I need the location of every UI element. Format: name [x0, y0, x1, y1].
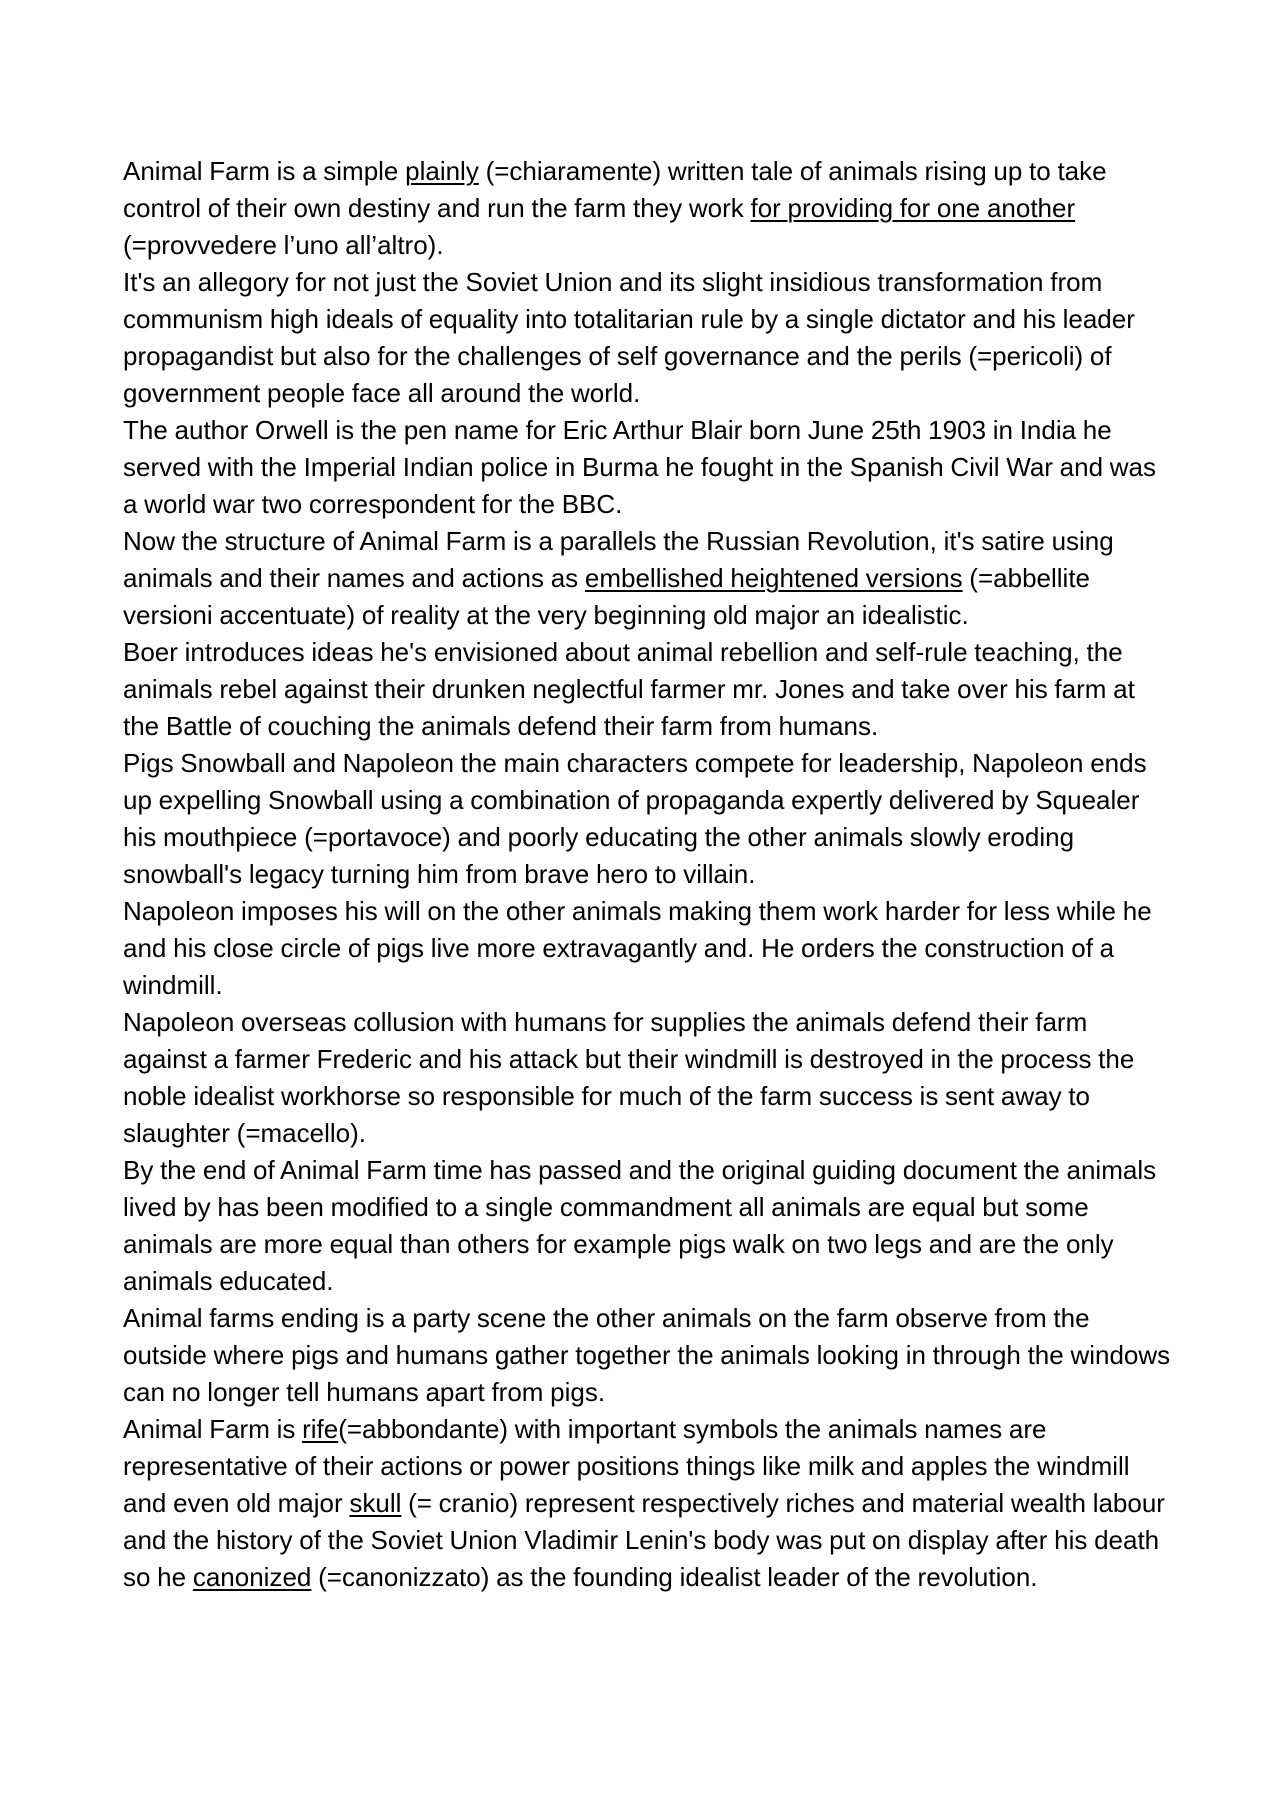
- underlined-term: skull: [349, 1488, 402, 1518]
- text-segment: It's an allegory for not just the Soviet Union and its slight insidious transformation from communism high ideals of equality into totalitarian rule by a single dictator and his leader propagandist but also for the challenges of self governance and the perils (=pericoli) of government people face all around the world.: [123, 267, 1135, 408]
- text-segment: Boer introduces ideas he's envisioned about animal rebellion and self-rule teaching, the animals rebel against their drunken neglectful farmer mr. Jones and take over his farm at the Battle of couching the animals defend their farm from humans.: [123, 637, 1135, 741]
- paragraph-pigs: [123, 745, 1173, 893]
- text-segment: By the end of Animal Farm time has passed and the original guiding document the animals lived by has been modified to a single commandment all animals are equal but some animals are more equal than others for example pigs walk on two legs and are the only animals educated.: [123, 1155, 1157, 1296]
- text-segment: Animal farms ending is a party scene the other animals on the farm observe from the outside where pigs and humans gather together the animals looking in through the windows can no longer tell humans apart from pigs.: [123, 1303, 1171, 1407]
- paragraph-napoleon-will: [123, 893, 1173, 1004]
- text-segment: Animal Farm is a simple: [123, 156, 406, 186]
- paragraph-intro: [123, 153, 1173, 264]
- text-segment: Pigs Snowball and Napoleon the main characters compete for leadership, Napoleon ends up expelling Snowball using a combination of propaganda expertly delivered by Squealer his mouthpiece (=portavoce) and poorly educating the other animals slowly eroding snowball's legacy turning him from brave hero to villain.: [123, 748, 1147, 889]
- underlined-term: canonized: [192, 1562, 312, 1592]
- underlined-term: plainly: [405, 156, 479, 186]
- text-segment: Animal Farm is: [123, 1414, 303, 1444]
- text-segment: Napoleon overseas collusion with humans for supplies the animals defend their farm against a farmer Frederic and his attack but their windmill is destroyed in the process the noble idealist workhorse so responsible for much of the farm success is sent away to slaughter (=macello).: [123, 1007, 1135, 1148]
- text-segment: (=abbellite versioni accentuate) of reality at the very beginning old major an idealistic.: [123, 563, 1090, 630]
- text-segment: Napoleon imposes his will on the other animals making them work harder for less while he and his close circle of pigs live more extravagantly and. He orders the construction of a windmill.: [123, 896, 1152, 1000]
- paragraph-end: [123, 1152, 1173, 1300]
- paragraph-ending: [123, 1300, 1173, 1411]
- text-segment: (=provvedere l’uno all’altro).: [123, 230, 444, 260]
- paragraph-boer: [123, 634, 1173, 745]
- paragraph-symbols: [123, 1411, 1173, 1596]
- paragraph-allegory: [123, 264, 1173, 412]
- underlined-term: rife: [302, 1414, 339, 1444]
- paragraph-napoleon-collusion: [123, 1004, 1173, 1152]
- underlined-term: for providing for one another: [750, 193, 1076, 223]
- text-segment: (=canonizzato) as the founding idealist leader of the revolution.: [311, 1562, 1038, 1592]
- underlined-term: embellished heightened versions: [584, 563, 963, 593]
- document-body: [123, 153, 1173, 1596]
- text-segment: The author Orwell is the pen name for Eric Arthur Blair born June 25th 1903 in India he served with the Imperial Indian police in Burma he fought in the Spanish Civil War and was a world war two correspondent for the BBC.: [123, 415, 1157, 519]
- text-segment: Now the structure of Animal Farm is a parallels the Russian Revolution, it's satire using animals and their names and actions as: [123, 526, 1114, 593]
- paragraph-structure: [123, 523, 1173, 634]
- text-segment: (=abbondante) with important symbols the animals names are representative of their actions or power positions things like milk and apples the windmill and even old major: [123, 1414, 1130, 1518]
- paragraph-author: [123, 412, 1173, 523]
- text-segment: (= cranio) represent respectively riches and material wealth labour and the history of the Soviet Union Vladimir Lenin's body was put on display after his death so he: [123, 1488, 1165, 1592]
- text-segment: (=chiaramente) written tale of animals rising up to take control of their own destiny and run the farm they work: [123, 156, 1107, 223]
